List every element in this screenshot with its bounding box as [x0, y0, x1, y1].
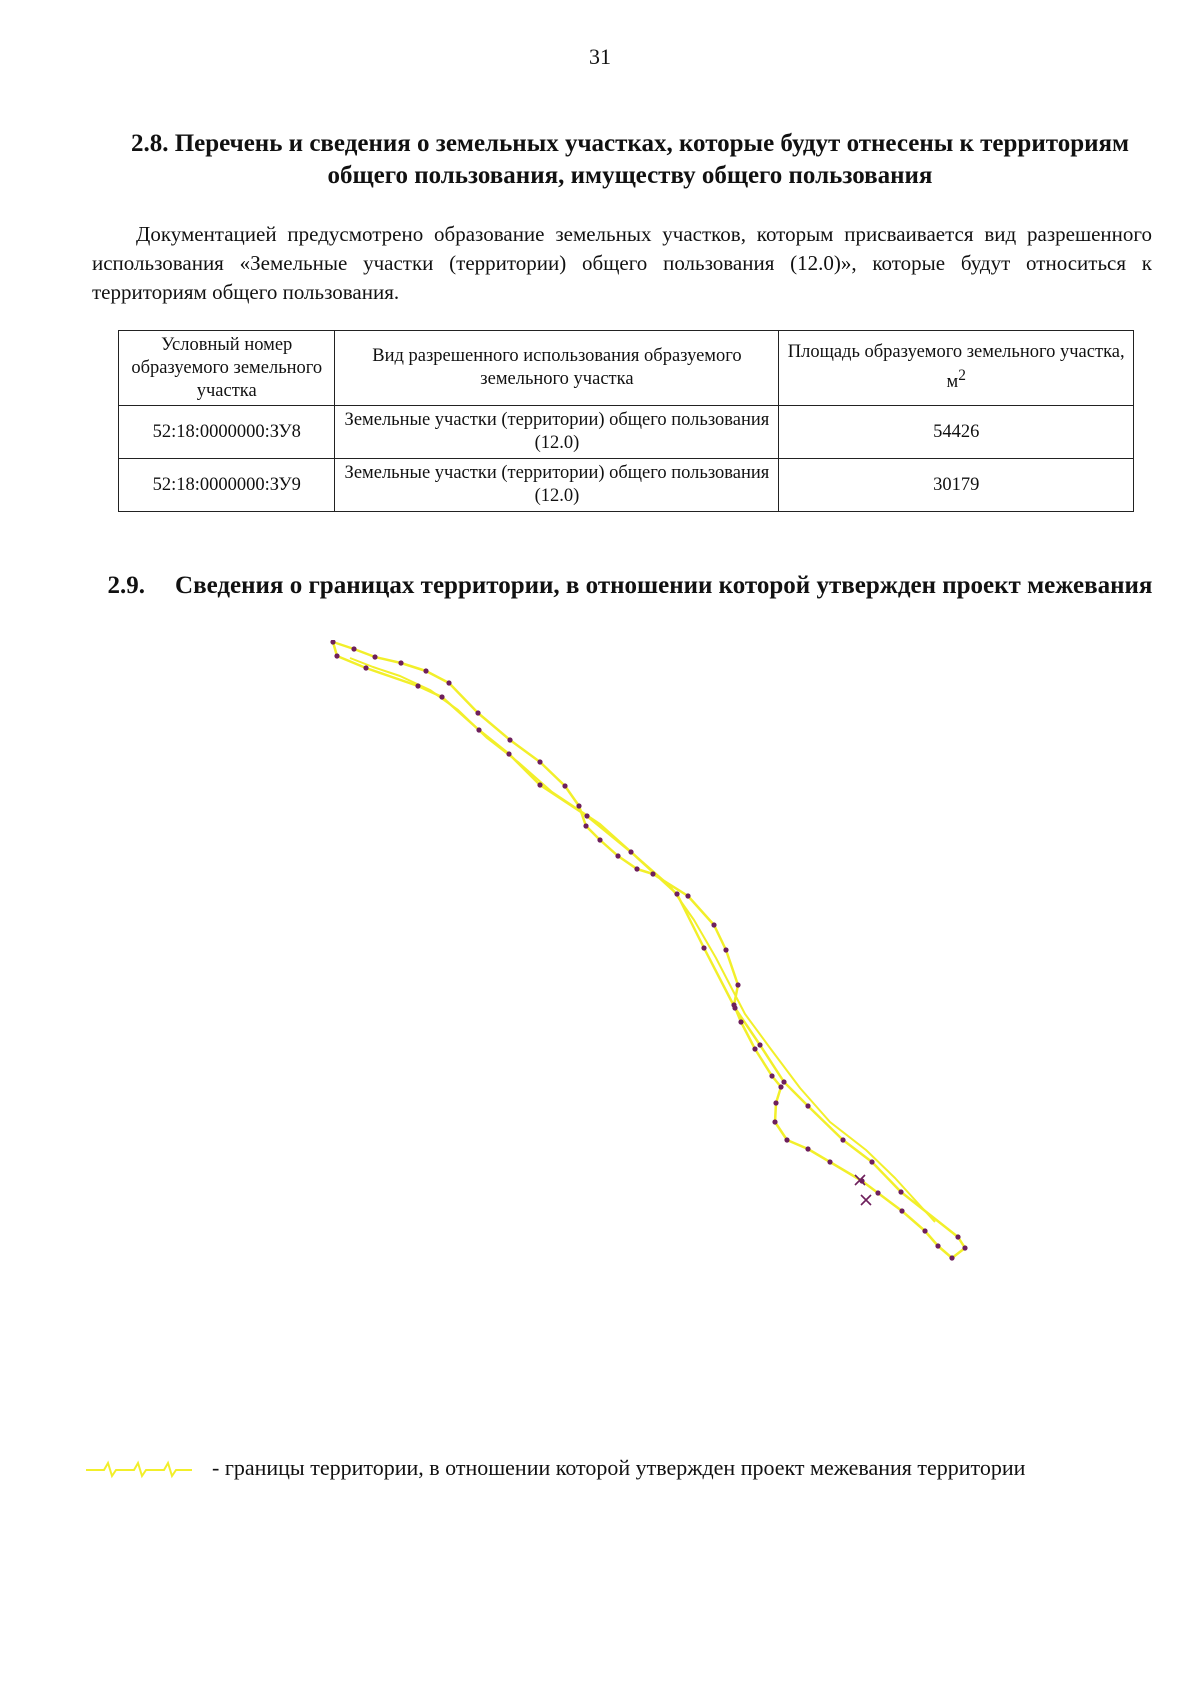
cell-area: 30179	[779, 459, 1134, 512]
cell-area: 54426	[779, 406, 1134, 459]
boundary-point	[922, 1228, 927, 1233]
boundary-point	[372, 654, 377, 659]
boundary-point	[935, 1243, 940, 1248]
boundary-point	[628, 849, 633, 854]
boundary-point	[781, 1079, 786, 1084]
header-area-superscript: 2	[958, 367, 966, 385]
section-2-9-number: 2.9.	[107, 572, 146, 599]
boundary-point	[711, 922, 716, 927]
boundary-point-markers	[330, 640, 967, 1261]
boundary-point	[773, 1100, 778, 1105]
territory-boundary-inner	[350, 658, 935, 1222]
boundary-point	[363, 665, 368, 670]
boundary-point	[506, 751, 511, 756]
boundary-point	[584, 813, 589, 818]
boundary-point	[949, 1255, 954, 1260]
boundary-map	[0, 640, 1200, 1380]
boundary-point	[576, 803, 581, 808]
boundary-point	[423, 668, 428, 673]
legend-label: - границы территории, в отношении которой утвержден проект межевания территории	[212, 1455, 1026, 1480]
boundary-point	[869, 1159, 874, 1164]
parcels-table	[118, 330, 1134, 512]
boundary-point	[805, 1146, 810, 1151]
header-area-text: Площадь образуемого земельного участка, м	[787, 342, 1125, 393]
control-point-cross	[861, 1195, 871, 1205]
boundary-point	[398, 660, 403, 665]
territory-boundary	[333, 642, 965, 1258]
boundary-point	[537, 782, 542, 787]
header-permitted-use: Вид разрешенного использования образуемого земельного участка	[335, 331, 779, 406]
table-row	[119, 459, 1134, 512]
boundary-point	[731, 1002, 736, 1007]
boundary-point	[778, 1084, 783, 1089]
boundary-point	[898, 1189, 903, 1194]
table-header-row	[119, 331, 1134, 406]
boundary-point	[415, 683, 420, 688]
legend-boundary-line-icon	[84, 1460, 194, 1480]
boundary-point	[351, 646, 356, 651]
boundary-point	[962, 1245, 967, 1250]
boundary-point	[507, 737, 512, 742]
boundary-point	[955, 1234, 960, 1239]
section-2-9-heading	[100, 570, 1160, 602]
header-area	[779, 331, 1134, 406]
section-2-8-heading: 2.8. Перечень и сведения о земельных участках, которые будут отнесены к территориям общего пользования, имуществу общего пользования	[130, 130, 1130, 189]
section-2-9-title: Сведения о границах территории, в отношении которой утвержден проект межевания	[175, 572, 1153, 599]
header-parcel-number: Условный номер образуемого земельного участка	[119, 331, 335, 406]
boundary-point	[685, 893, 690, 898]
boundary-map-svg	[0, 640, 1200, 1380]
boundary-point	[723, 947, 728, 952]
boundary-point	[674, 891, 679, 896]
cell-permitted-use: Земельные участки (территории) общего пользования (12.0)	[335, 459, 779, 512]
map-legend	[84, 1454, 1184, 1488]
cell-parcel-number: 52:18:0000000:ЗУ8	[119, 406, 335, 459]
boundary-point	[439, 694, 444, 699]
boundary-point	[840, 1137, 845, 1142]
boundary-point	[476, 727, 481, 732]
cell-permitted-use: Земельные участки (территории) общего пользования (12.0)	[335, 406, 779, 459]
boundary-point	[562, 783, 567, 788]
cell-parcel-number: 52:18:0000000:ЗУ9	[119, 459, 335, 512]
boundary-point	[537, 759, 542, 764]
boundary-point	[475, 710, 480, 715]
boundary-point	[583, 823, 588, 828]
boundary-point	[805, 1103, 810, 1108]
boundary-point	[899, 1208, 904, 1213]
page-number: 31	[589, 44, 611, 69]
section-2-8-paragraph: Документацией предусмотрено образование земельных участков, которым присваивается вид разрешенного использования «Земельные участки (территории) общего пользования (12.0)», которые будут относиться к территориям общего пользования.	[92, 222, 1152, 304]
boundary-point	[875, 1190, 880, 1195]
boundary-point	[827, 1159, 832, 1164]
boundary-point	[634, 866, 639, 871]
table-row	[119, 406, 1134, 459]
boundary-point	[650, 871, 655, 876]
boundary-point	[757, 1042, 762, 1047]
boundary-point	[784, 1137, 789, 1142]
boundary-point	[772, 1119, 777, 1124]
boundary-point	[769, 1073, 774, 1078]
boundary-point	[752, 1046, 757, 1051]
boundary-point	[735, 982, 740, 987]
boundary-point	[701, 945, 706, 950]
boundary-point	[334, 653, 339, 658]
boundary-point	[738, 1019, 743, 1024]
boundary-point	[615, 853, 620, 858]
boundary-point	[597, 837, 602, 842]
boundary-point	[446, 680, 451, 685]
